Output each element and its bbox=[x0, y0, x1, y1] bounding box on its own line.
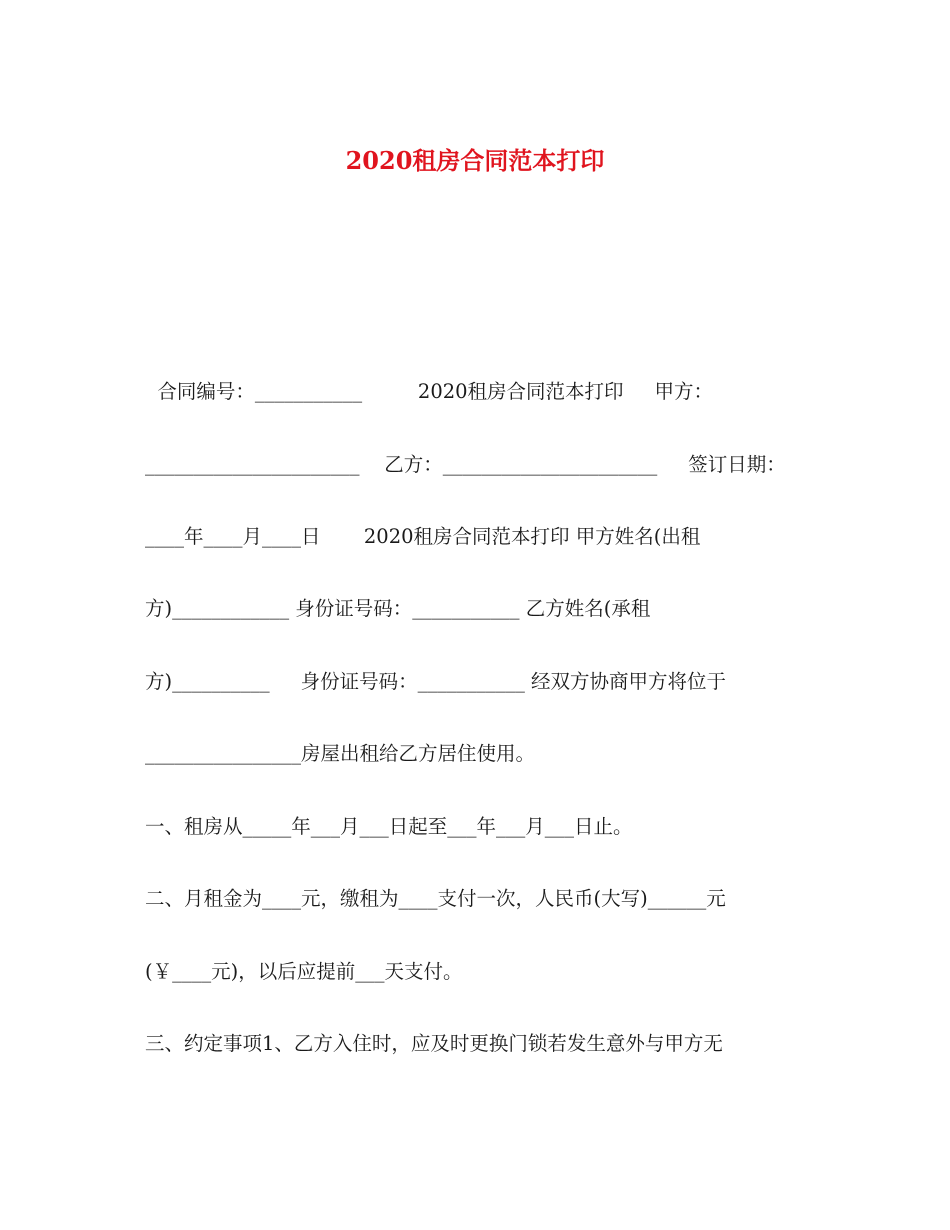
clause-agreed-matters: 三、约定事项1、乙方入住时，应及时更换门锁若发生意外与甲方无 bbox=[145, 1032, 723, 1055]
date-and-landlord-line: ____年____月____日 2020租房合同范本打印 甲方姓名(出租 bbox=[145, 525, 701, 548]
clause-rent-amount-continued: (￥____元)，以后应提前___天支付。 bbox=[145, 960, 463, 983]
clause-lease-term: 一、租房从_____年___月___日起至___年___月___日止。 bbox=[145, 815, 633, 838]
contract-header-line: 合同编号：___________ 2020租房合同范本打印 甲方： bbox=[145, 380, 714, 403]
document-title: 2020租房合同范本打印 bbox=[345, 146, 605, 175]
clause-rent-amount: 二、月租金为____元，缴租为____支付一次，人民币(大写)______元 bbox=[145, 887, 726, 910]
property-location-line: ________________房屋出租给乙方居住使用。 bbox=[145, 742, 536, 765]
landlord-id-line: 方)____________ 身份证号码：___________ 乙方姓名(承租 bbox=[145, 597, 651, 620]
tenant-id-line: 方)__________ 身份证号码：___________ 经双方协商甲方将位于 bbox=[145, 670, 727, 693]
party-b-and-date-line: ______________________ 乙方：______________________ 签订日期： bbox=[145, 453, 786, 476]
